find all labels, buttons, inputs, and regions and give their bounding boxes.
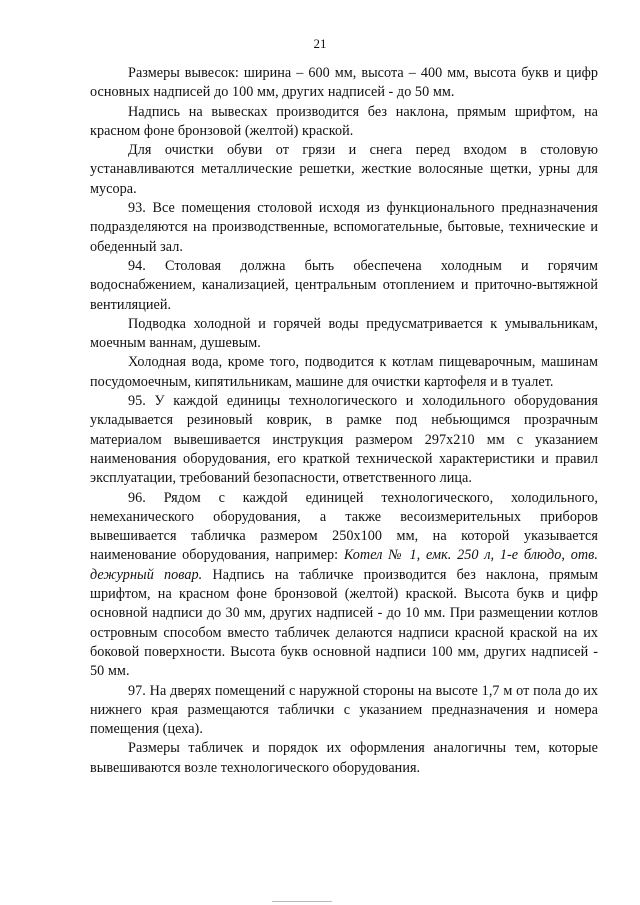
paragraph-96-text-a: 96. Рядом с каждой единицей технологического, холодильного, немеханического оборудования, а также весоизмерительных приборов вывешивается табличка размером 250х100 мм, на которой указывается наименование оборудования, например: — [90, 489, 598, 564]
paragraph-96-text-b: Надпись на табличке производится без наклона, прямым шрифтом, на красном фоне бронзовой (желтой) краской. Высота букв и цифр основной надписи до 30 мм, других надписей - до 10 мм. При размещении котлов островным способом вместо табличек делаются надписи красной краской на их боковой поверхности. Высота букв основной надписи 100 мм, других надписей - 50 мм. — [90, 566, 599, 680]
page-edge-mark — [272, 901, 332, 902]
paragraph-sign-sizes: Размеры вывесок: ширина – 600 мм, высота – 400 мм, высота букв и цифр основных надписей до 100 мм, других надписей - до 50 мм. — [90, 65, 598, 101]
paragraph-shoe-cleaning: Для очистки обуви от грязи и снега перед входом в столовую устанавливаются металлические решетки, жесткие волосяные щетки, урны для мусора. — [90, 142, 598, 197]
document-body — [90, 64, 598, 778]
paragraph-93: 93. Все помещения столовой исходя из функционального предназначения подразделяются на производственные, вспомогательные, бытовые, технические и обеденный зал. — [90, 200, 598, 255]
paragraph-sign-lettering: Надпись на вывесках производится без наклона, прямым шрифтом, на красном фоне бронзовой (желтой) краской. — [90, 103, 598, 139]
paragraph-96 — [90, 489, 598, 682]
paragraph-96-example: Котел № 1, емк. 250 л, 1-е блюдо, отв. дежурный повар. — [90, 547, 598, 583]
page-number: 21 — [313, 36, 327, 51]
paragraph-cold-water: Холодная вода, кроме того, подводится к котлам пищеварочным, машинам посудомоечным, кипятильникам, машине для очистки картофеля и в туалет. — [90, 354, 598, 390]
paragraph-door-signs: Размеры табличек и порядок их оформления аналогичны тем, которые вывешиваются возле технологического оборудования. — [90, 740, 598, 776]
paragraph-water-supply: Подводка холодной и горячей воды предусматривается к умывальникам, моечным ваннам, душевым. — [90, 315, 598, 352]
paragraph-95: 95. У каждой единицы технологического и холодильного оборудования укладывается резиновый коврик, в рамке под небьющимся прозрачным материалом вывешивается инструкция размером 297х210 мм с указанием наименования оборудования, его краткой технической характеристики и правил эксплуатации, требований безопасности, ответственного лица. — [90, 393, 598, 487]
paragraph-94: 94. Столовая должна быть обеспечена холодным и горячим водоснабжением, канализацией, центральным отоплением и приточно-вытяжной вентиляцией. — [90, 257, 598, 313]
paragraph-97: 97. На дверях помещений с наружной стороны на высоте 1,7 м от пола до их нижнего края размещаются таблички с указанием предназначения и номера помещения (цеха). — [90, 682, 598, 738]
